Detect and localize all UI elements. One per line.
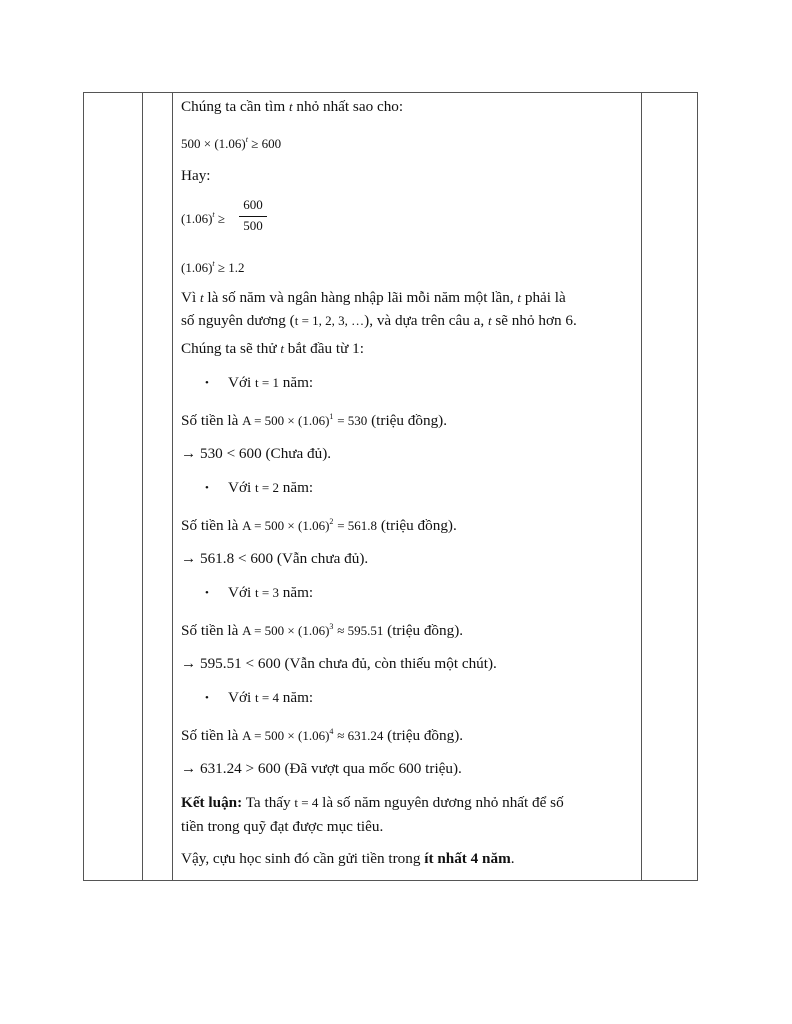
inequality-3: [181, 255, 245, 277]
explain-line-3: [181, 340, 364, 358]
intro-line: [181, 98, 403, 116]
compare-text: 561.8 < 600 (Vẫn chưa đủ).: [199, 550, 369, 567]
amount-label: Số tiền là: [181, 517, 239, 534]
explain-text: bắt đầu từ 1:: [287, 340, 364, 357]
amount-unit: (triệu đồng).: [387, 727, 464, 744]
ineq3-right: ≥ 1.2: [217, 260, 245, 275]
final-answer: [181, 850, 515, 868]
amount-unit: (triệu đồng).: [380, 517, 457, 534]
var-t: t: [280, 341, 284, 356]
ineq2-left: (1.06): [181, 211, 213, 226]
case-t: t = 4: [255, 690, 279, 705]
ineq2-op: ≥: [217, 211, 226, 226]
column-divider: [641, 93, 642, 880]
var-t: t: [517, 290, 522, 305]
ineq2-exp: t: [212, 210, 215, 219]
case-unit: năm:: [282, 689, 314, 706]
amount-unit: (triệu đồng).: [371, 412, 448, 429]
conclusion-text: Ta thấy: [245, 794, 291, 811]
case-unit: năm:: [282, 479, 314, 496]
bullet-icon: •: [205, 692, 209, 704]
intro-text: Chúng ta cần tìm: [181, 98, 286, 115]
ineq1-exp: t: [245, 135, 248, 144]
hay-label: Hay:: [181, 167, 211, 184]
case-compare: [181, 655, 497, 673]
bullet-icon: •: [205, 377, 209, 389]
var-t: t: [288, 99, 293, 114]
amount-result: = 530: [337, 413, 368, 428]
amount-result: ≈ 631.24: [337, 728, 384, 743]
amount-formula: A = 500 × (1.06): [242, 623, 330, 638]
case-t: t = 1: [255, 375, 279, 390]
bullet-icon: •: [205, 587, 209, 599]
amount-formula: A = 500 × (1.06): [242, 728, 330, 743]
conclusion-math: t = 4: [294, 795, 319, 810]
inequality-1: [181, 131, 281, 153]
case-label: Với: [228, 584, 252, 601]
compare-text: 530 < 600 (Chưa đủ).: [199, 445, 332, 462]
ineq1-left: 500 × (1.06): [181, 136, 246, 151]
case-amount: [181, 723, 463, 745]
case-t: t = 2: [255, 480, 279, 495]
case-heading: [228, 689, 313, 707]
case-amount: [181, 618, 463, 640]
column-divider: [142, 93, 143, 880]
bullet-icon: •: [205, 482, 209, 494]
final-text: Vậy, cựu học sinh đó cần gửi tiền trong: [181, 850, 421, 867]
amount-exp: 3: [329, 622, 334, 631]
conclusion-text: là số năm nguyên dương nhỏ nhất để số: [322, 794, 564, 811]
case-compare: [181, 445, 331, 463]
conclusion-line-2: tiền trong quỹ đạt được mục tiêu.: [181, 818, 384, 835]
fraction-bar: [239, 216, 267, 217]
compare-text: 631.24 > 600 (Đã vượt qua mốc 600 triệu).: [199, 760, 462, 777]
case-heading: [228, 584, 313, 602]
explain-text: phải là: [524, 289, 566, 306]
explain-text: số nguyên dương (: [181, 312, 295, 329]
ineq1-right: ≥ 600: [251, 136, 282, 151]
explain-line-1: [181, 289, 566, 307]
case-label: Với: [228, 479, 252, 496]
column-divider: [172, 93, 173, 880]
explain-text: là số năm và ngân hàng nhập lãi mỗi năm một lần,: [207, 289, 514, 306]
explain-text: Vì: [181, 289, 197, 306]
fraction-denominator: 500: [243, 218, 263, 233]
ineq3-left: (1.06): [181, 260, 213, 275]
case-compare: [181, 760, 462, 778]
integer-set: t = 1, 2, 3, …: [294, 313, 365, 328]
amount-label: Số tiền là: [181, 622, 239, 639]
inequality-2: [181, 206, 225, 228]
arrow-right-icon: →: [181, 550, 197, 567]
amount-label: Số tiền là: [181, 727, 239, 744]
fraction: [239, 197, 269, 239]
compare-text: 595.51 < 600 (Vẫn chưa đủ, còn thiếu một chút).: [199, 655, 497, 672]
conclusion-line-1: [181, 794, 564, 812]
amount-result: ≈ 595.51: [337, 623, 384, 638]
case-label: Với: [228, 374, 252, 391]
amount-unit: (triệu đồng).: [387, 622, 464, 639]
conclusion-label: Kết luận:: [181, 794, 243, 811]
amount-exp: 1: [329, 412, 334, 421]
ineq3-exp: t: [212, 259, 215, 268]
case-heading: [228, 479, 313, 497]
solution-table: [83, 92, 698, 881]
amount-label: Số tiền là: [181, 412, 239, 429]
amount-result: = 561.8: [337, 518, 378, 533]
amount-formula: A = 500 × (1.06): [242, 413, 330, 428]
explain-line-2: [181, 312, 577, 330]
amount-formula: A = 500 × (1.06): [242, 518, 330, 533]
case-compare: [181, 550, 368, 568]
intro-tail: nhỏ nhất sao cho:: [296, 98, 404, 115]
amount-exp: 4: [329, 727, 334, 736]
var-t: t: [199, 290, 204, 305]
explain-text: ), và dựa trên câu a,: [364, 312, 485, 329]
case-t: t = 3: [255, 585, 279, 600]
case-amount: [181, 513, 457, 535]
arrow-right-icon: →: [181, 760, 197, 777]
case-unit: năm:: [282, 584, 314, 601]
fraction-numerator: 600: [243, 197, 263, 212]
explain-text: Chúng ta sẽ thử: [181, 340, 277, 357]
case-heading: [228, 374, 313, 392]
case-unit: năm:: [282, 374, 314, 391]
arrow-right-icon: →: [181, 655, 197, 672]
case-label: Với: [228, 689, 252, 706]
var-t: t: [487, 313, 492, 328]
arrow-right-icon: →: [181, 445, 197, 462]
final-bold: ít nhất 4 năm: [424, 850, 511, 867]
case-amount: [181, 408, 447, 430]
explain-text: sẽ nhỏ hơn 6.: [495, 312, 577, 329]
amount-exp: 2: [329, 517, 334, 526]
final-end: .: [510, 850, 515, 867]
